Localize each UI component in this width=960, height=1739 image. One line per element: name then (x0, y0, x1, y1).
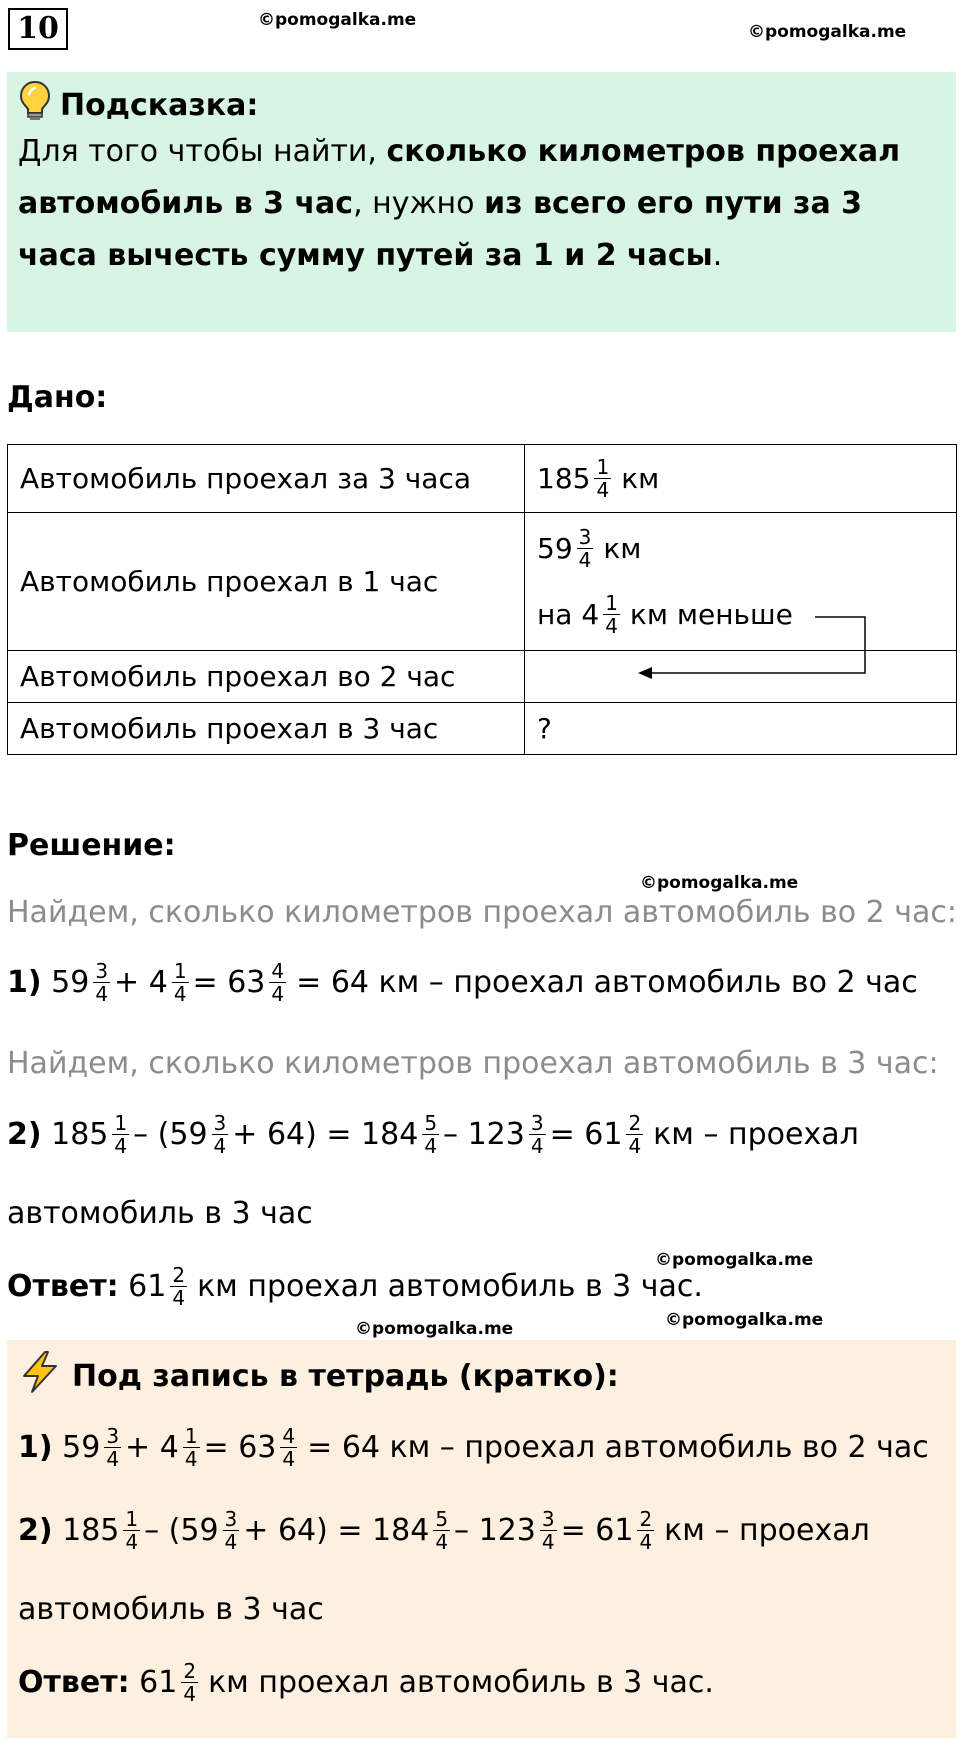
solution-answer: Ответ: 61 $\frac{2}{4}$ км проехал автомобиль в 3 час. (7, 1263, 703, 1310)
step-tail: = 64 км – проехал автомобиль во 2 час (296, 965, 918, 1000)
notebook-header (18, 1350, 619, 1402)
hint-title: Подсказка: (60, 87, 259, 123)
hint-bold-part: сколько километров проехал автомобиль в 3 час (18, 134, 901, 221)
step-tail: км – проехал (664, 1513, 870, 1548)
watermark: ©pomogalka.me (665, 1310, 824, 1330)
watermark: ©pomogalka.me (258, 10, 417, 30)
task-number: 10 (8, 8, 68, 50)
step-label: 2) (7, 1117, 42, 1152)
notebook-step-2-cont: автомобиль в 3 час (18, 1592, 324, 1627)
fraction: $\frac{1}{4}$ (596, 455, 610, 502)
watermark: ©pomogalka.me (355, 1319, 514, 1339)
notebook-step-1: 1) 59 $\frac{3}{4}$ + 4 $\frac{1}{4}$ = 63 $\frac{4}{4}$ = 64 км – проехал автомобиль во 2 час (18, 1424, 929, 1471)
table-cell-value: ? (525, 703, 957, 755)
solution-intro-2: Найдем, сколько километров проехал автомобиль в 3 час: (7, 1046, 939, 1081)
watermark: ©pomogalka.me (748, 22, 907, 42)
answer-tail: км проехал автомобиль в 3 час. (208, 1665, 714, 1700)
solution-step-1: 1) 59 $\frac{3}{4}$ + 4 $\frac{1}{4}$ = 63 $\frac{4}{4}$ = 64 км – проехал автомобиль во 2 час (7, 959, 918, 1006)
unit: км (603, 532, 642, 565)
notebook-answer: Ответ: 61 $\frac{2}{4}$ км проехал автомобиль в 3 час. (18, 1659, 714, 1706)
notebook-title: Под запись в тетрадь (кратко): (72, 1358, 619, 1394)
hint-text-part: Для того чтобы найти, (18, 134, 387, 169)
answer-label: Ответ: (7, 1269, 119, 1304)
hint-text-part: , нужно (353, 186, 485, 221)
watermark: ©pomogalka.me (640, 873, 799, 893)
table-cell-label: Автомобиль проехал во 2 час (8, 651, 525, 703)
given-heading: Дано: (7, 380, 108, 415)
step-tail: км – проехал (653, 1117, 859, 1152)
table-cell-label: Автомобиль проехал в 3 час (8, 703, 525, 755)
difference-prefix: на 4 (537, 598, 600, 631)
watermark: ©pomogalka.me (655, 1250, 814, 1270)
unit: км (621, 462, 660, 495)
answer-tail: км проехал автомобиль в 3 час. (197, 1269, 703, 1304)
fraction: $\frac{3}{4}$ (578, 525, 592, 572)
solution-step-2-cont: автомобиль в 3 час (7, 1196, 313, 1231)
whole-part: 185 (537, 462, 591, 495)
arrow-icon (0, 0, 960, 720)
solution-intro-1: Найдем, сколько километров проехал автомобиль во 2 час: (7, 895, 957, 930)
difference-suffix: км меньше (629, 598, 793, 631)
whole-part: 59 (537, 532, 573, 565)
step-label: 1) (7, 965, 42, 1000)
step-label: 1) (18, 1430, 53, 1465)
table-cell-label: Автомобиль проехал в 1 час (8, 513, 525, 651)
step-tail: = 64 км – проехал автомобиль во 2 час (307, 1430, 929, 1465)
hint-bold-part: из всего его пути за 3 часа вычесть сумму путей за 1 и 2 часы (18, 186, 863, 273)
fraction: $\frac{1}{4}$ (605, 591, 618, 638)
answer-label: Ответ: (18, 1665, 130, 1700)
solution-step-2: 2) 185 $\frac{1}{4}$ – (59 $\frac{3}{4}$ + 64) = 184 $\frac{5}{4}$ – 123 $\frac{3}{4}$ = 61 $\frac{2}{4}$ км – проехал (7, 1111, 859, 1158)
notebook-step-2: 2) 185 $\frac{1}{4}$ – (59 $\frac{3}{4}$ + 64) = 184 $\frac{5}{4}$ – 123 $\frac{3}{4}$ = 61 $\frac{2}{4}$ км – проехал (18, 1507, 870, 1554)
solution-heading: Решение: (7, 828, 176, 863)
lightning-icon (18, 1350, 62, 1402)
step-label: 2) (18, 1513, 53, 1548)
hint-text-part: . (712, 238, 723, 273)
table-cell-label: Автомобиль проехал за 3 часа (8, 445, 525, 513)
